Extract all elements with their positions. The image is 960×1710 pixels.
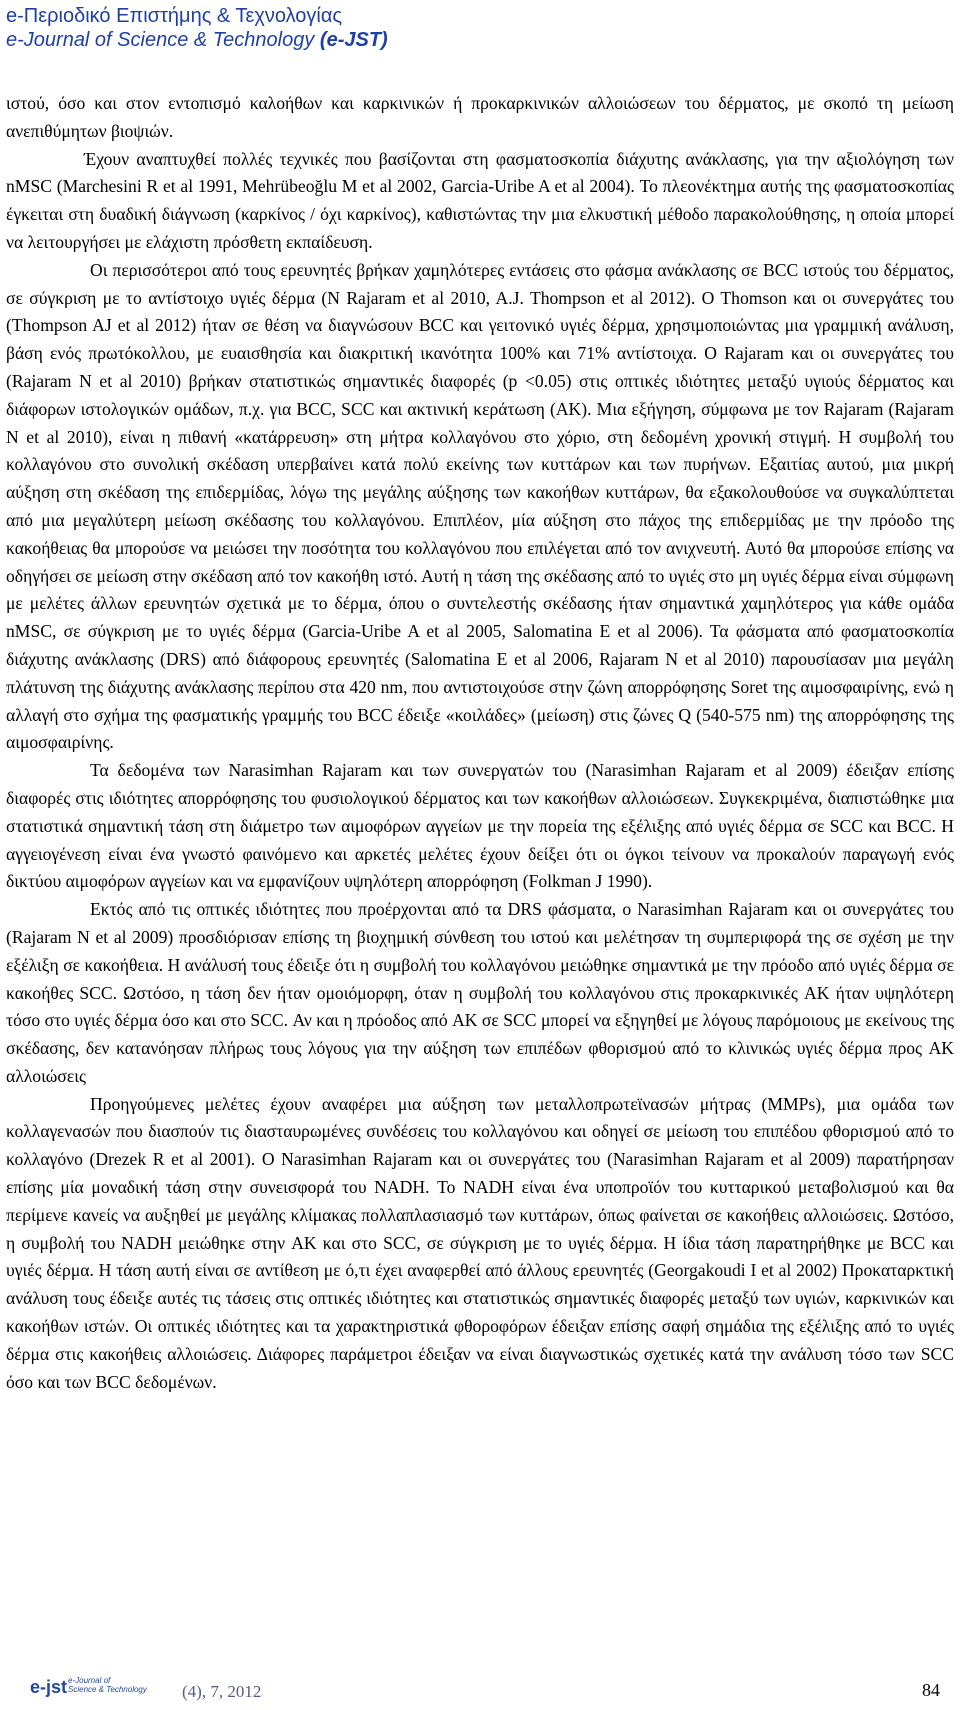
paragraph-bcc-findings: Οι περισσότεροι από τους ερευνητές βρήκαν χαμηλότερες εντάσεις στο φάσμα ανάκλασης σε BCC ιστούς του δέρματος, σε σύγκριση με το αντίστοιχο υγιές δέρμα (N Rajaram et al 2010, A.J. Thompson et al 2012). O Thomson και οι συνεργάτες του (Thompson AJ et al 2012) ήταν σε θέση να διαγνώσουν BCC και γειτονικό υγιές δέρμα, χρησιμοποιώντας μια γραμμική ανάλυση, βάση ενός πρωτόκολλου, με ευαισθησία και διακριτική ικανότητα 100% και 71% αντίστοιχα. O Rajaram και οι συνεργάτες του (Rajaram N et al 2010) βρήκαν στατιστικώς σημαντικές διαφορές (p <0.05) στις οπτικές ιδιότητες μεταξύ υγιούς δέρματος και διάφορων ιστολογικών ομάδων, π.χ. για BCC, SCC και ακτινική κεράτωση (AK). Μια εξήγηση, σύμφωνα με τον Rajaram (Rajaram N et al 2010), είναι η πιθανή «κατάρρευση» στη μήτρα κολλαγόνου στο χόριο, στη δεδομένη χρονική στιγμή. Η συμβολή του κολλαγόνου στο συνολική σκέδαση υπερβαίνει κατά πολύ εκείνης των κυττάρων και των πυρήνων. Εξαιτίας αυτού, μια μικρή αύξηση στη σκέδαση της επιδερμίδας, λόγω της μεγάλης αύξησης των κακοήθων κυττάρων, θα εξακολουθούσε να συγκαλύπτεται από μια μεγαλύτερη μείωση σκέδασης του κολλαγόνου. Επιπλέον, μία αύξηση στο πάχος της επιδερμίδας με την πρόοδο της κακοήθειας θα μπορούσε να μειώσει την ποσότητα του κολλαγόνου που επιλέγεται από τον ανιχνευτή. Αυτό θα μπορούσε επίσης να οδηγήσει σε μείωση στην σκέδαση από τον κακοήθη ιστό. Αυτή η τάση της σκέδασης από το υγιές στο μη υγιές δέρμα είναι σύμφωνη με μελέτες άλλων ερευνητών σχετικά με το δέρμα, όπου ο συντελεστής σκέδασης ήταν σημαντικά χαμηλότερος για κάθε ομάδα nMSC, σε σύγκριση με το υγιές δέρμα (Garcia-Uribe A et al 2005, Salomatina E et al 2006). Τα φάσματα από φασματοσκοπία διάχυτης ανάκλασης (DRS) από διάφορους ερευνητές (Salomatina E et al 2006, Rajaram N et al 2010) παρουσίασαν μια μεγάλη πλάτυνση της διάχυτης ανάκλασης περίπου στα 420 nm, που αντιστοιχούσε στην ζώνη απορρόφησης Soret της αιμοσφαιρίνης, ενώ η αλλαγή στο σχήμα της φασματικής γραμμής του BCC έδειξε «κοιλάδες» (μείωση) στις ζώνες Q (540-575 nm) της απορρόφησης της αιμοσφαιρίνης. bbox=[6, 259, 954, 753]
journal-abbreviation: (e-JST) bbox=[319, 29, 388, 51]
paragraph-continuation: ιστού, όσο και στον εντοπισμό καλοήθων και καρκινικών ή προκαρκινικών αλλοιώσεων του δέρματος, με σκοπό τη μείωση ανεπιθύμητων βιοψιών. bbox=[6, 93, 954, 141]
paragraph-mmps-nadh: Προηγούμενες μελέτες έχουν αναφέρει μια αύξηση των μεταλλοπρωτεϊνασών μήτρας (MMPs), μια ομάδα των κολλαγενασών που διασπούν τις διασταυρωμένες συνδέσεις του κολλαγόνου και οδηγεί σε μείωση του επιπέδου φθορισμού από το κολλαγόνο (Drezek R et al 2001). O Narasimhan Rajaram και οι συνεργάτες του (Narasimhan Rajaram et al 2009) παρατήρησαν επίσης μία μοναδική τάση στην συνεισφορά του NADH. Το NADH είναι ένα υποπροϊόν του κυτταρικού μεταβολισμού και θα περίμενε κανείς να αυξηθεί με μεγάλης κλίμακας πολλαπλασιασμό των κυττάρων, όπως φαίνεται σε κακοήθεις αλλοιώσεις. Ωστόσο, η συμβολή του NADH μειώθηκε στην AK και στο SCC, σε σύγκριση με το υγιές δέρμα. Η ίδια τάση παρατηρήθηκε με BCC και υγιές δέρμα. Η τάση αυτή είναι σε αντίθεση με ό,τι έχει αναφερθεί από άλλους ερευνητές (Georgakoudi I et al 2002) Προκαταρκτική ανάλυση τους έδειξε αυτές τις τάσεις στις οπτικές ιδιότητες και στατιστικώς σημαντικές διαφορές μεταξύ των υγιών, καρκινικών και κακοήθων ιστών. Οι οπτικές ιδιότητες και τα χαρακτηριστικά φθοροφόρων έδειξαν επίσης σαφή σημάδια της εξέλιξης από το υγιές δέρμα στις κακοήθεις αλλοιώσεις. Διάφορες παράμετροι έδειξαν να είναι διαγνωστικώς σχετικές κατά την ανάλυση τόσο των SCC όσο και των BCC δεδομένων. bbox=[6, 1093, 954, 1392]
journal-title-greek: e-Περιοδικό Επιστήμης & Τεχνολογίας bbox=[6, 5, 343, 27]
issue-info: (4), 7, 2012 bbox=[182, 1682, 262, 1701]
paragraph-absorption: Τα δεδομένα των Narasimhan Rajaram και των συνεργατών του (Narasimhan Rajaram et al 2009) έδειξαν επίσης διαφορές στις ιδιότητες απορρόφησης του φυσιολογικού δέρματος και των κακοήθων αλλοιώσεων. Συγκεκριμένα, διαπιστώθηκε μια στατιστικά σημαντική τάση στη διάμετρο των αιμοφόρων αγγείων με την πορεία της εξέλιξης από υγιές δέρμα σε SCC και BCC. Η αγγειογένεση είναι ένα γνωστό φαινόμενο και αρκετές μελέτες έχουν δείξει ότι οι όγκοι τείνουν να προκαλούν παραγωγή ενός δικτύου αιμοφόρων αγγείων και να εμφανίζουν υψηλότερη απορρόφηση (Folkman J 1990). bbox=[6, 760, 954, 892]
page-footer bbox=[0, 1672, 960, 1708]
paragraph-drs-techniques: Έχουν αναπτυχθεί πολλές τεχνικές που βασίζονται στη φασματοσκοπία διάχυτης ανάκλασης, για την αξιολόγηση των nMSC (Marchesini R et al 1991, Mehrübeoğlu M et al 2002, Garcia-Uribe A et al 2004). Το πλεονέκτημα αυτής της φασματοσκοπίας έγκειται στη δυαδική διάγνωση (καρκίνος / όχι καρκίνος), καθιστώντας την μια ελκυστική μέθοδο παρακολούθησης, η οποία μπορεί να λειτουργήσει με ελάχιστη πρόσθετη εκπαίδευση. bbox=[6, 148, 954, 252]
page-number: 84 bbox=[922, 1680, 940, 1700]
paragraph-biochemical: Εκτός από τις οπτικές ιδιότητες που προέρχονται από τα DRS φάσματα, ο Narasimhan Rajaram και οι συνεργάτες του (Rajaram N et al 2009) προσδιόρισαν επίσης τη βιοχημική σύνθεση του ιστού και μελέτησαν τη συμπεριφορά της σε σχέση με την εξέλιξη σε κακοήθεια. Η ανάλυσή τους έδειξε ότι η συμβολή του κολλαγόνου μειώθηκε σημαντικά με την πρόοδο από υγιές δέρμα σε κακοήθες SCC. Ωστόσο, η τάση δεν ήταν ομοιόμορφη, όταν η συμβολή του κολλαγόνου στις προκαρκινικές AK ήταν υψηλότερη τόσο στο υγιές δέρμα όσο και στο SCC. Αν και η πρόοδος από AK σε SCC μπορεί να εξηγηθεί με λόγους παρόμοιους με εκείνους της σκέδασης, δεν κατανόησαν πλήρως τους λόγους για την αύξηση των επιπέδων φθορισμού από το κλινικώς υγιές δέρμα προς AK αλλοιώσεις bbox=[6, 899, 954, 1086]
journal-header bbox=[6, 4, 388, 52]
journal-title-english bbox=[6, 28, 388, 52]
journal-logo: e-jst bbox=[30, 1677, 68, 1697]
logo-subtitle-line-1: e-Journal of bbox=[68, 1676, 111, 1685]
journal-logo-subtitle bbox=[68, 1676, 178, 1694]
logo-subtitle-line-2: Science & Technology bbox=[68, 1685, 147, 1694]
article-body bbox=[6, 90, 954, 1396]
journal-title-english-text: e-Journal of Science & Technology bbox=[6, 29, 315, 51]
